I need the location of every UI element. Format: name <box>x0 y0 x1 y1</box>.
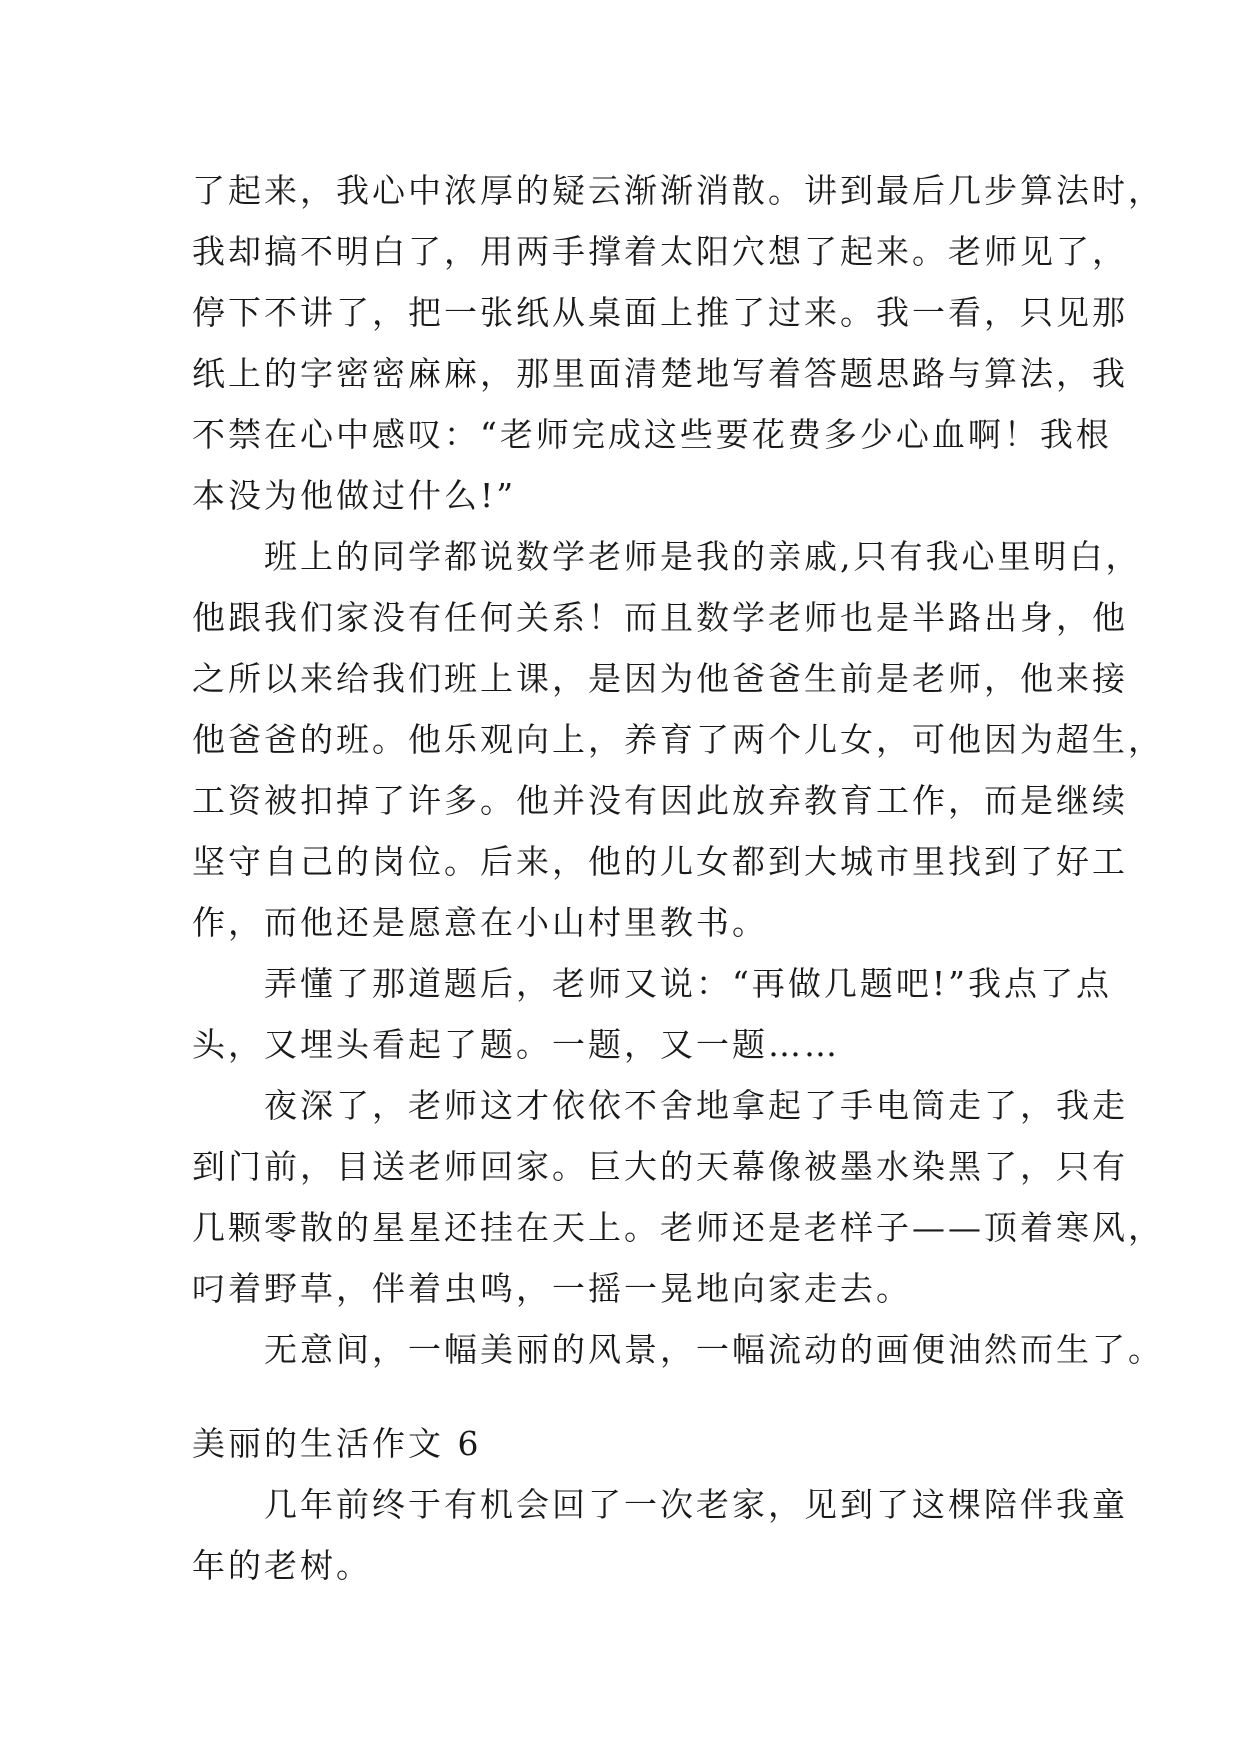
paragraph-line: 年的老树。 <box>192 1546 372 1585</box>
paragraph-line: 我却搞不明白了，用两手撑着太阳穴想了起来。老师见了， <box>192 232 1128 271</box>
paragraph-line: 几年前终于有机会回了一次老家，见到了这棵陪伴我童 <box>192 1485 1128 1524</box>
paragraph-line: 停下不讲了，把一张纸从桌面上推了过来。我一看，只见那 <box>192 293 1128 332</box>
paragraph-line: 他跟我们家没有任何关系！而且数学老师也是半路出身，他 <box>192 598 1128 637</box>
paragraph-line: 了起来，我心中浓厚的疑云渐渐消散。讲到最后几步算法时， <box>192 171 1164 210</box>
paragraph-line: 到门前，目送老师回家。巨大的天幕像被墨水染黑了，只有 <box>192 1147 1128 1186</box>
section-heading: 美丽的生活作文 6 <box>192 1424 482 1463</box>
paragraph-line: 不禁在心中感叹：“老师完成这些要花费多少心血啊！我根 <box>192 415 1112 454</box>
paragraph-line: 头，又埋头看起了题。一题，又一题…… <box>192 1025 840 1064</box>
paragraph-line: 夜深了，老师这才依依不舍地拿起了手电筒走了，我走 <box>192 1086 1128 1125</box>
paragraph-line: 坚守自己的岗位。后来，他的儿女都到大城市里找到了好工 <box>192 842 1128 881</box>
paragraph-line: 工资被扣掉了许多。他并没有因此放弃教育工作，而是继续 <box>192 781 1128 820</box>
paragraph-line: 班上的同学都说数学老师是我的亲戚,只有我心里明白， <box>192 537 1142 576</box>
paragraph-line: 作，而他还是愿意在小山村里教书。 <box>192 903 768 942</box>
paragraph-line: 叼着野草，伴着虫鸣，一摇一晃地向家走去。 <box>192 1269 912 1308</box>
paragraph-line: 无意间，一幅美丽的风景，一幅流动的画便油然而生了。 <box>192 1330 1164 1369</box>
paragraph-line: 本没为他做过什么!” <box>192 476 517 515</box>
paragraph-line: 他爸爸的班。他乐观向上，养育了两个儿女，可他因为超生， <box>192 720 1164 759</box>
paragraph-line: 几颗零散的星星还挂在天上。老师还是老样子——顶着寒风， <box>192 1208 1164 1247</box>
paragraph-line: 弄懂了那道题后，老师又说：“再做几题吧!”我点了点 <box>192 964 1113 1003</box>
paragraph-line: 纸上的字密密麻麻，那里面清楚地写着答题思路与算法，我 <box>192 354 1128 393</box>
paragraph-line: 之所以来给我们班上课，是因为他爸爸生前是老师，他来接 <box>192 659 1128 698</box>
